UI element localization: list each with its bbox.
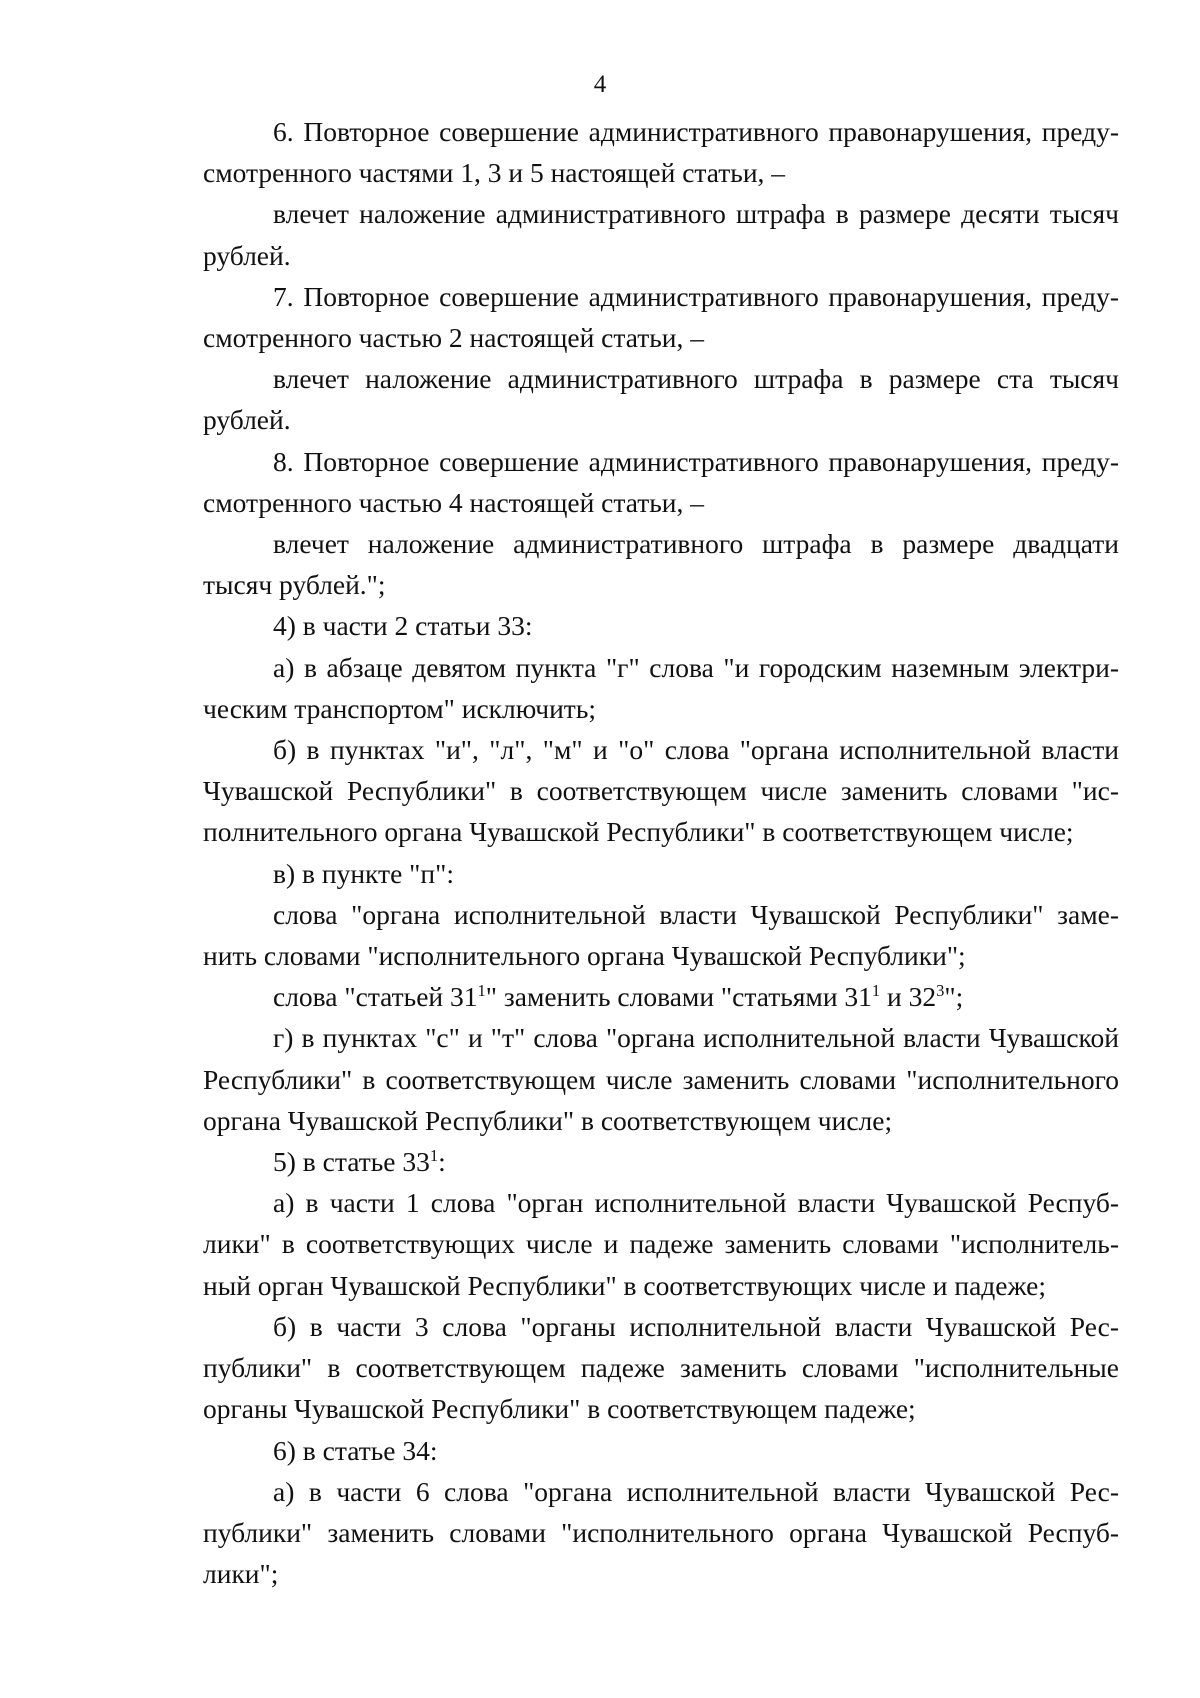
text-run: ";	[944, 981, 964, 1013]
text-run: :	[438, 1146, 446, 1178]
paragraph: г) в пунктах "с" и "т" слова "органа исполнительной власти Чувашской Республики" в соответствующем числе заменить словами "исполнительного органа Чувашской Республики" в соответствующем числе;	[203, 1022, 1119, 1136]
page-number: 4	[593, 71, 607, 98]
paragraph: влечет наложение административного штрафа в размере двадцати тысяч рублей.";	[203, 528, 1119, 601]
text-run: " заменить словами "статьями 31	[485, 981, 872, 1013]
paragraph: б) в пунктах "и", "л", "м" и "о" слова "органа исполнительной власти Чувашской Республики" в соответствующем числе заменить словами "исполнительного органа Чувашской Республики" в соответствующем числе;	[203, 734, 1119, 848]
paragraph-with-superscripts	[203, 976, 1119, 1017]
paragraph: 6. Повторное совершение административного правонарушения, предусмотренного частями 1, 3 и 5 настоящей статьи, –	[203, 116, 1119, 189]
paragraph: в) в пункте "п":	[273, 857, 454, 889]
paragraph: влечет наложение административного штрафа в размере ста тысяч рублей.	[203, 363, 1119, 436]
superscript: 3	[936, 981, 945, 1001]
document-body	[203, 111, 1119, 1594]
paragraph: а) в абзаце девятом пункта "г" слова "и городским наземным электрическим транспортом" исключить;	[203, 651, 1119, 724]
superscript: 1	[429, 1146, 439, 1166]
paragraph: слова "органа исполнительной власти Чувашской Республики" заменить словами "исполнительного органа Чувашской Республики";	[203, 898, 1119, 972]
text-run: 5) в статье 33	[273, 1146, 430, 1178]
paragraph: 8. Повторное совершение административного правонарушения, предусмотренного частью 4 настоящей статьи, –	[203, 445, 1119, 518]
paragraph: б) в части 3 слова "органы исполнительной власти Чувашской Республики" в соответствующем падеже заменить словами "исполнительные органы Чувашской Республики" в соответствующем падеже;	[203, 1310, 1119, 1425]
paragraph: 4) в части 2 статьи 33:	[273, 610, 533, 642]
superscript: 1	[477, 981, 486, 1001]
paragraph: 6) в статье 34:	[273, 1434, 438, 1466]
paragraph: 7. Повторное совершение административного правонарушения, предусмотренного частью 2 настоящей статьи, –	[203, 280, 1119, 354]
text-run: и 32	[880, 981, 937, 1013]
text-run: слова "статьей 31	[273, 981, 478, 1013]
paragraph: а) в части 1 слова "орган исполнительной власти Чувашской Республики" в соответствующих числе и падеже заменить словами "исполнительный орган Чувашской Республики" в соответствующих числе и падеже;	[203, 1187, 1119, 1301]
paragraph: а) в части 6 слова "органа исполнительной власти Чувашской Республики" заменить словами "исполнительного органа Чувашской Республики";	[203, 1475, 1119, 1590]
paragraph: влечет наложение административного штрафа в размере десяти тысяч рублей.	[203, 198, 1119, 271]
paragraph-with-superscript	[203, 1141, 1119, 1182]
superscript: 1	[871, 981, 881, 1001]
